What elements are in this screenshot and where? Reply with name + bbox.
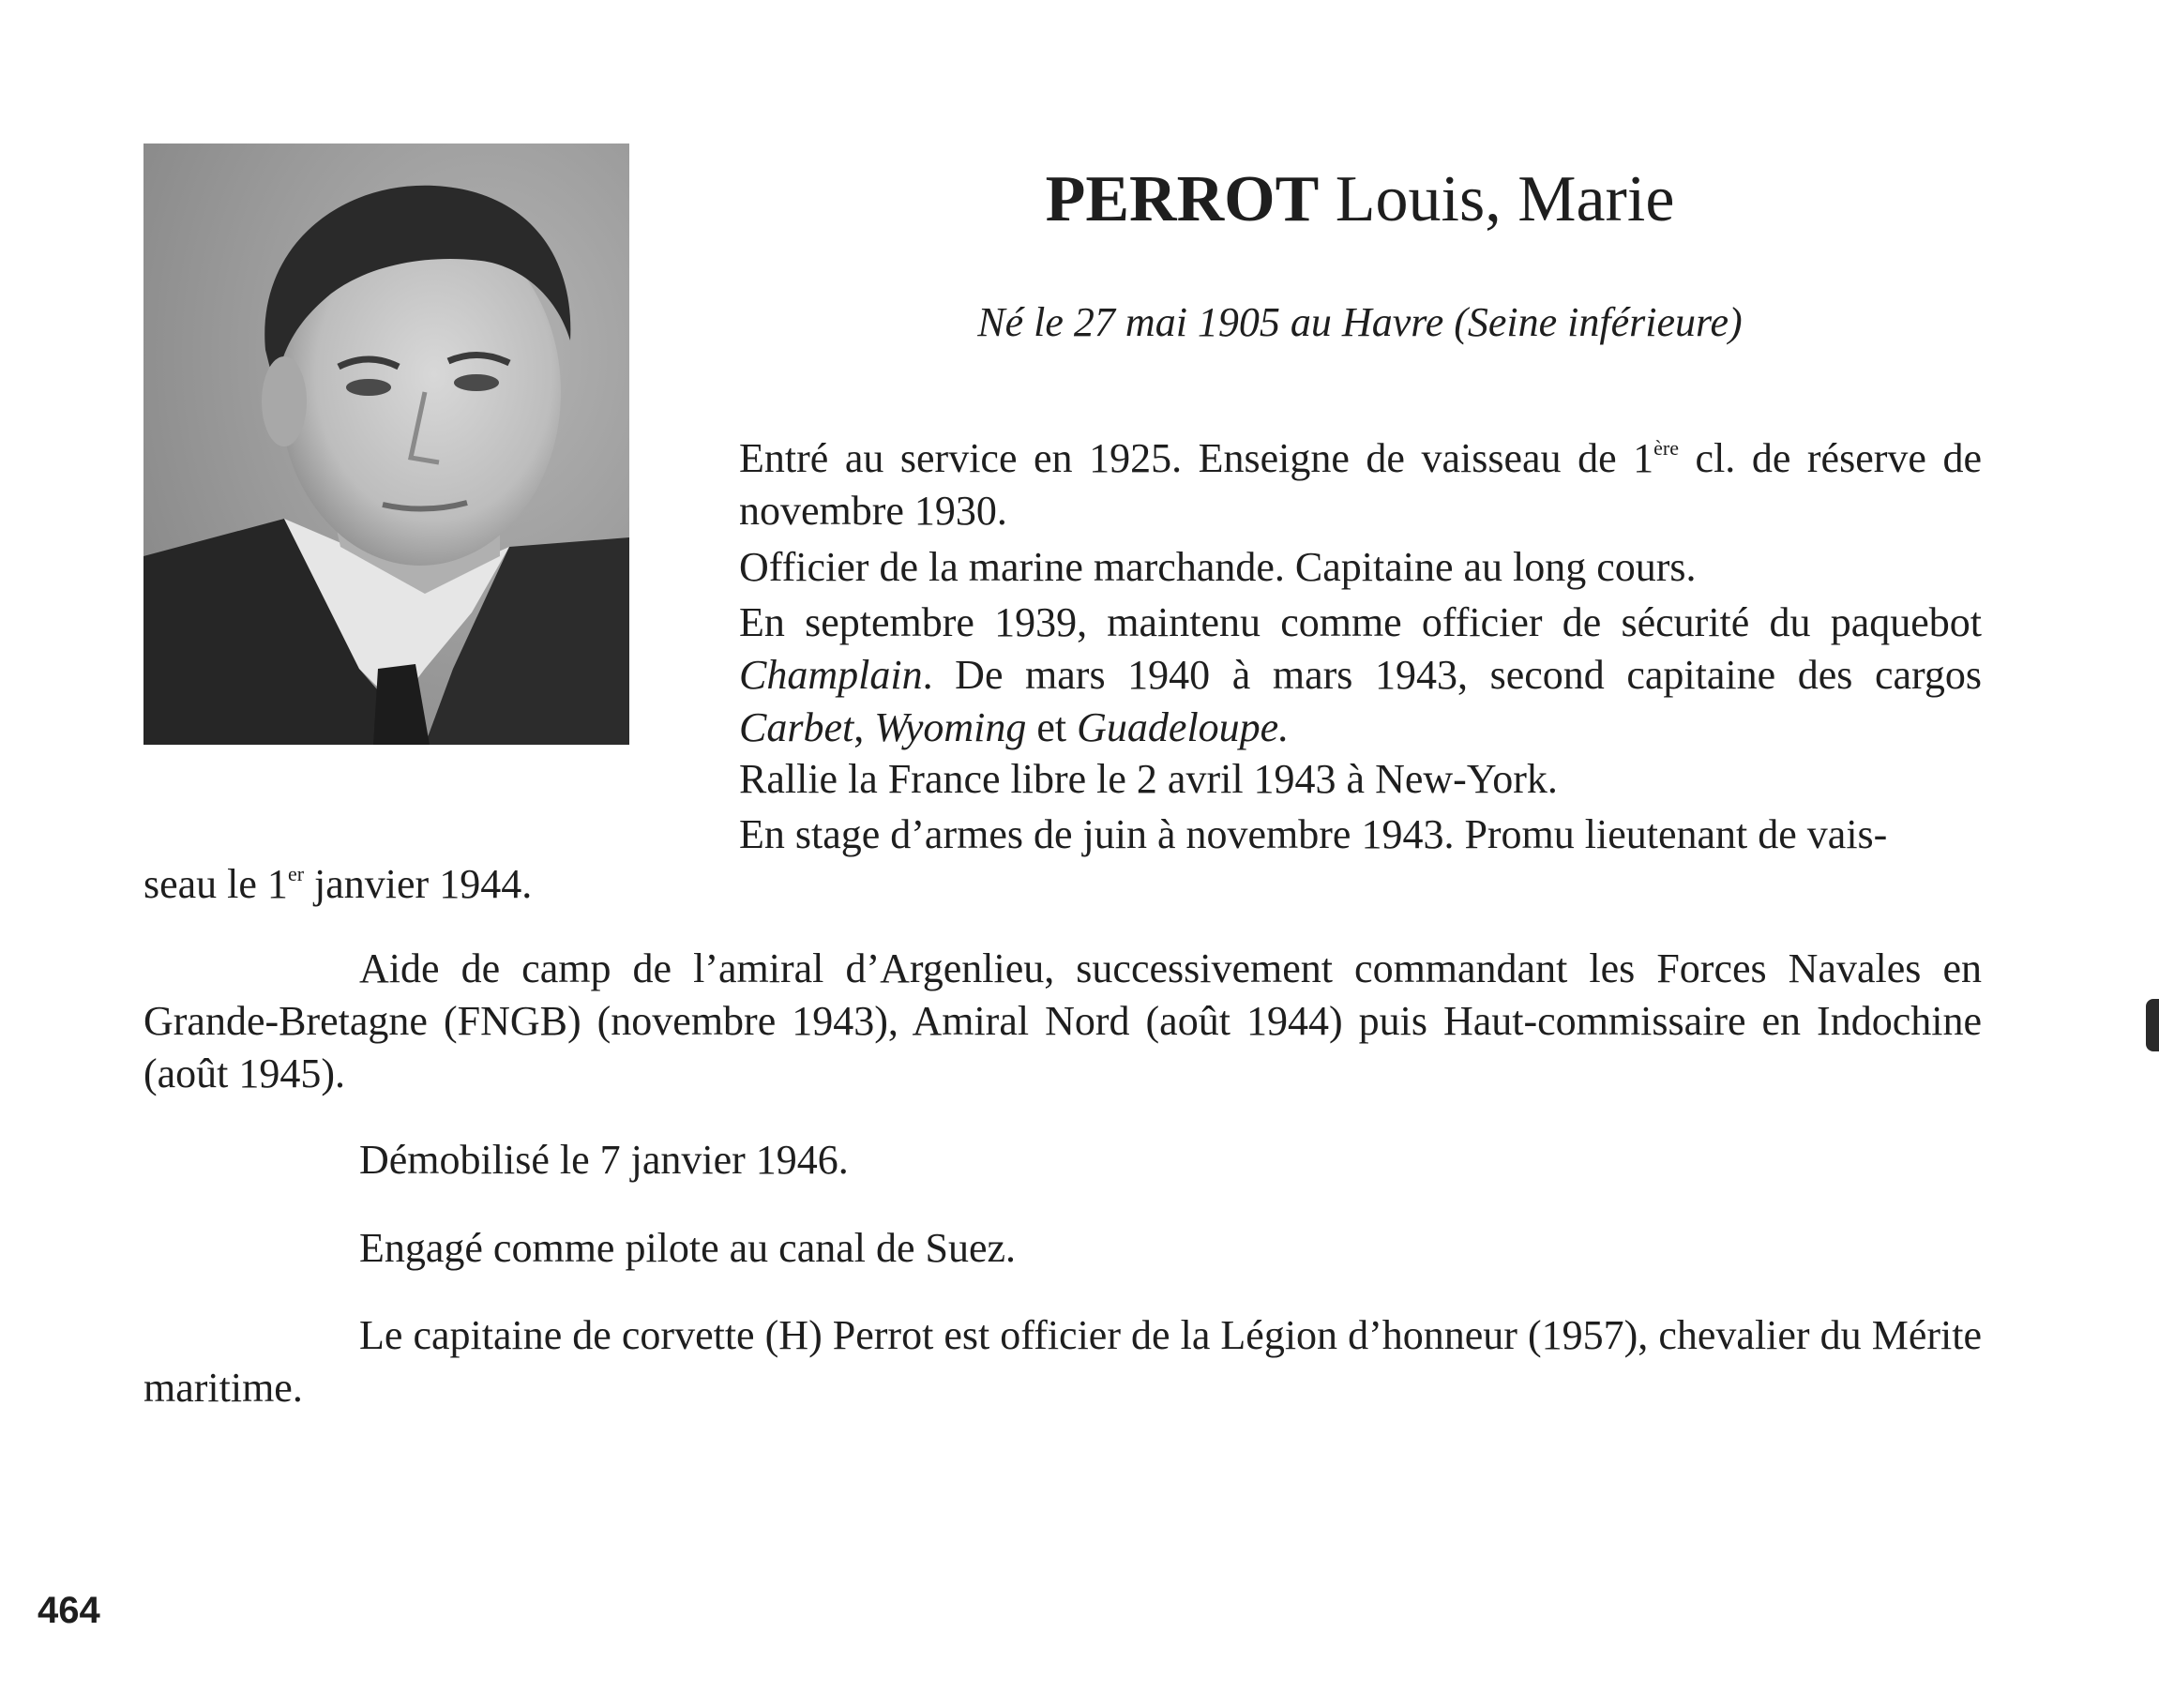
- text-run: . De mars 1940 à mars 1943, second capitaine des cargos: [922, 652, 1982, 698]
- text-run: Entré au service en 1925. Enseigne de vaisseau de 1: [739, 435, 1654, 481]
- paragraph-training-line2: [143, 858, 1982, 911]
- paragraph-aide-de-camp: Aide de camp de l’amiral d’Argenlieu, successivement commandant les Forces Navales en Grande-Bretagne (FNGB) (novembre 1943), Amiral Nord (août 1944) puis Haut-commissaire en Indochine (août 1945).: [143, 945, 1982, 1096]
- paragraph-merchant-officer: Officier de la marine marchande. Capitaine au long cours.: [739, 544, 1697, 590]
- ship-name: Champlain: [739, 652, 923, 698]
- paragraph-demobilized: Démobilisé le 7 janvier 1946.: [359, 1137, 849, 1183]
- text-run: janvier 1944.: [304, 861, 533, 907]
- text-run: cl. de réserve de novembre 1930.: [739, 435, 1982, 534]
- superscript: er: [287, 862, 305, 885]
- text-run: ,: [853, 704, 875, 750]
- paragraph-suez: Engagé comme pilote au canal de Suez.: [359, 1225, 1017, 1271]
- title-surname: PERROT: [1045, 163, 1320, 235]
- paragraph-service-entry: [739, 432, 1982, 537]
- paragraph-free-france: Rallie la France libre le 2 avril 1943 à New-York.: [739, 756, 1558, 802]
- ship-name: Wyoming: [874, 704, 1027, 750]
- paragraph-ships: [739, 597, 1982, 754]
- paragraph-training-line1: En stage d’armes de juin à novembre 1943. Promu lieutenant de vais-: [739, 811, 1888, 857]
- ship-name: Guadeloupe.: [1077, 704, 1290, 750]
- paragraph-honours: Le capitaine de corvette (H) Perrot est officier de la Légion d’honneur (1957), chevalier du Mérite maritime.: [143, 1312, 1982, 1411]
- page-title: [938, 163, 1782, 235]
- superscript: ère: [1653, 436, 1680, 460]
- text-run: seau le 1: [143, 861, 288, 907]
- page-number: 464: [38, 1590, 100, 1631]
- ship-name: Carbet: [739, 704, 854, 750]
- title-given-names: Louis, Marie: [1335, 163, 1675, 235]
- edge-mark: [2146, 999, 2159, 1051]
- text-run: et: [1026, 704, 1078, 750]
- text-run: En septembre 1939, maintenu comme officier de sécurité du paquebot: [739, 599, 1982, 645]
- portrait-photo: [143, 144, 629, 745]
- birth-info: Né le 27 mai 1905 au Havre (Seine inférieure): [977, 299, 1743, 345]
